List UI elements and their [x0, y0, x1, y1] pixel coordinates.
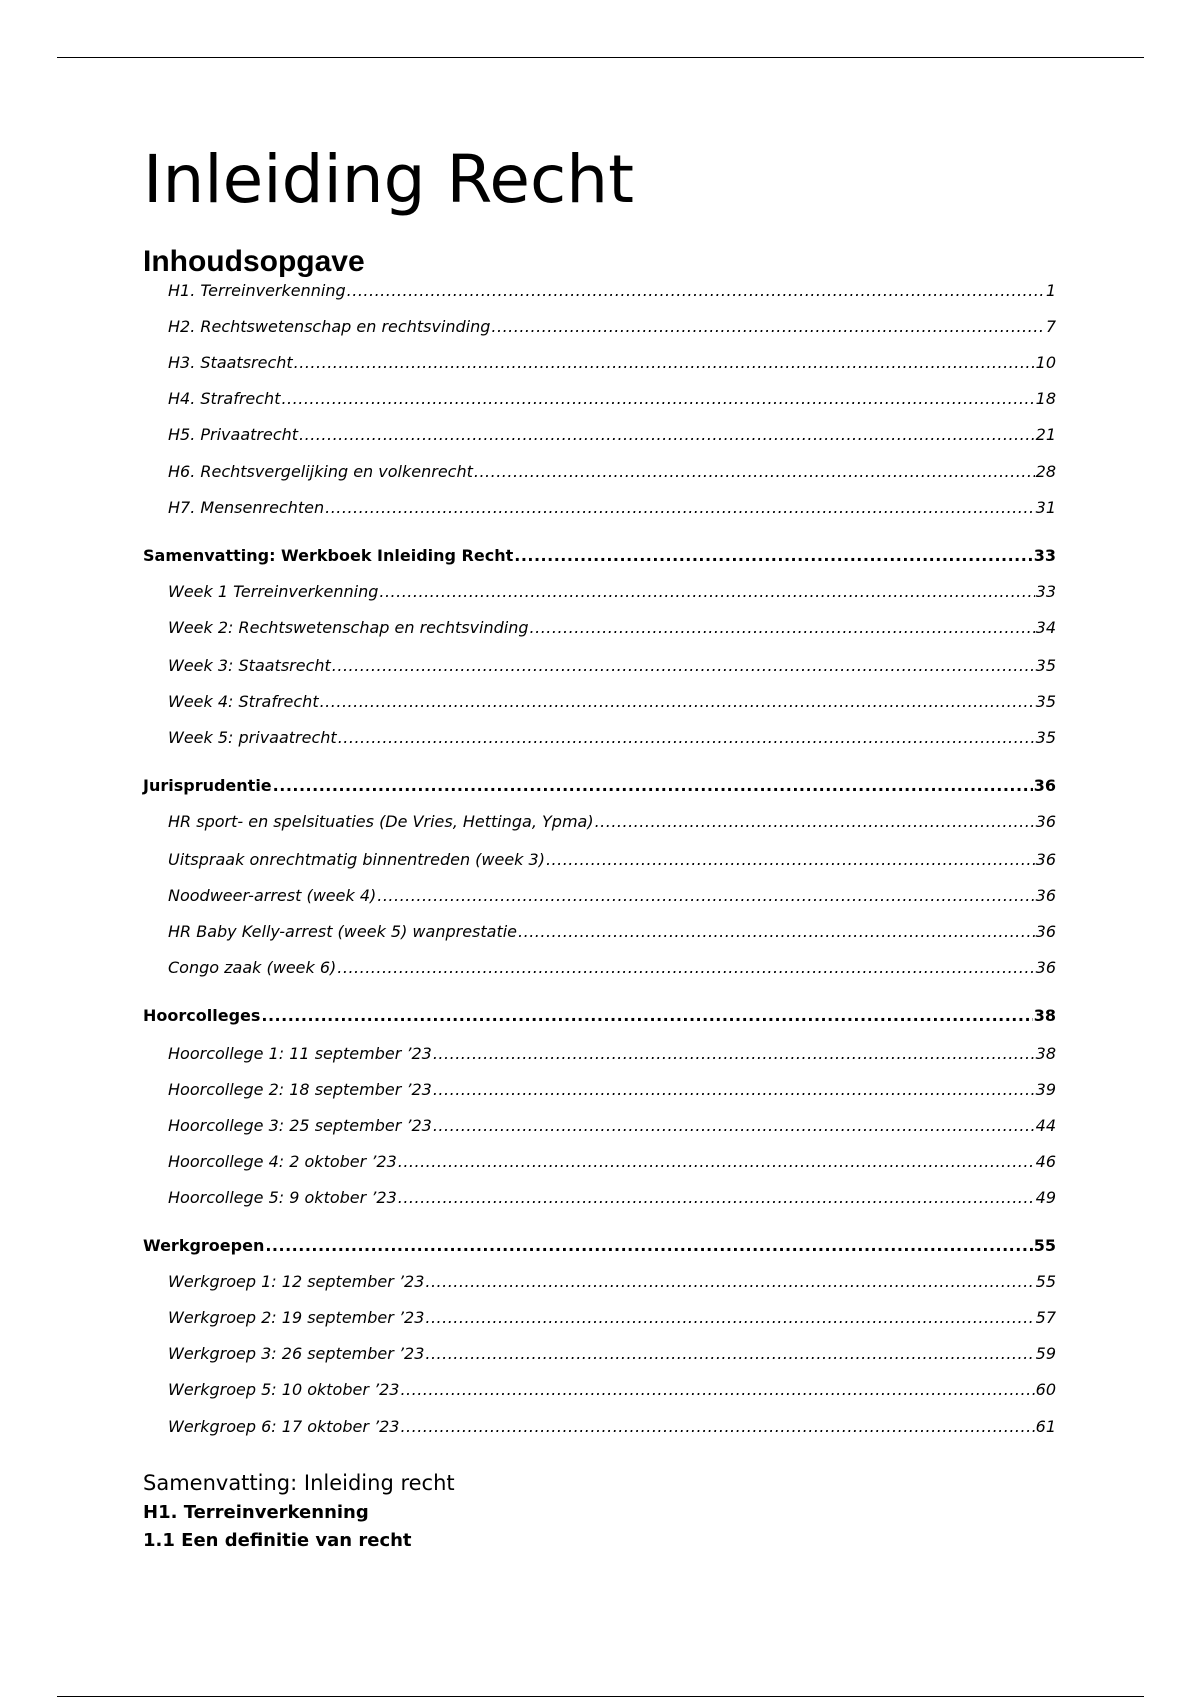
- toc-entry-title: Congo zaak (week 6): [168, 958, 337, 977]
- toc-entry[interactable]: [0, 277, 1056, 305]
- toc-dot-leader: [400, 1376, 1034, 1404]
- toc-entry[interactable]: [0, 1184, 1056, 1212]
- toc-entry-title: Week 4: Strafrecht: [168, 692, 319, 711]
- toc-entry[interactable]: [0, 882, 1056, 910]
- toc-entry-page: 57: [1035, 1308, 1056, 1327]
- toc-dot-leader: [518, 918, 1035, 946]
- toc-entry-page: 36: [1035, 850, 1056, 869]
- toc-entry-title: H7. Mensenrechten: [168, 498, 325, 517]
- toc-entry[interactable]: [0, 1148, 1056, 1176]
- footer-rule: [57, 1696, 1144, 1697]
- toc-entry-page: 39: [1035, 1080, 1056, 1099]
- toc-entry-title: Samenvatting: Werkboek Inleiding Recht: [143, 546, 514, 565]
- toc-entry[interactable]: [0, 954, 1056, 982]
- toc-entry-page: 21: [1035, 425, 1056, 444]
- toc-entry[interactable]: [0, 421, 1056, 449]
- toc-entry[interactable]: [0, 1040, 1056, 1068]
- toc-entry-page: 31: [1035, 498, 1056, 517]
- summary-title: Samenvatting: Inleiding recht: [143, 1471, 455, 1495]
- toc-dot-leader: [320, 688, 1035, 716]
- toc-entry-title: Week 2: Rechtswetenschap en rechtsvinding: [168, 618, 529, 637]
- toc-entry-title: Week 1 Terreinverkenning: [168, 582, 379, 601]
- toc-dot-leader: [425, 1268, 1034, 1296]
- toc-entry-page: 38: [1035, 1044, 1056, 1063]
- toc-entry-title: Jurisprudentie: [143, 776, 272, 795]
- toc-section-entry[interactable]: [0, 542, 1056, 570]
- toc-entry-title: Uitspraak onrechtmatig binnentreden (week 3): [168, 850, 545, 869]
- toc-entry[interactable]: [0, 1112, 1056, 1140]
- toc-dot-leader: [433, 1040, 1035, 1068]
- toc-dot-leader: [400, 1413, 1034, 1441]
- toc-entry[interactable]: [0, 1340, 1056, 1368]
- toc-entry[interactable]: [0, 349, 1056, 377]
- toc-entry-page: 18: [1035, 389, 1056, 408]
- toc-entry-page: 36: [1035, 922, 1056, 941]
- toc-dot-leader: [294, 349, 1035, 377]
- toc-entry-title: H4. Strafrecht: [168, 389, 281, 408]
- toc-entry-title: H6. Rechtsvergelijking en volkenrecht: [168, 462, 473, 481]
- toc-entry-title: Werkgroep 1: 12 september ’23: [168, 1272, 425, 1291]
- toc-dot-leader: [491, 313, 1044, 341]
- toc-section-entry[interactable]: [0, 1002, 1056, 1030]
- toc-dot-leader: [474, 458, 1035, 486]
- toc-entry-page: 36: [1035, 958, 1056, 977]
- toc-entry[interactable]: [0, 808, 1056, 836]
- toc-dot-leader: [377, 882, 1034, 910]
- toc-entry-title: H2. Rechtswetenschap en rechtsvinding: [168, 317, 491, 336]
- document-title: Inleiding Recht: [143, 141, 635, 218]
- toc-entry-title: Werkgroep 2: 19 september ’23: [168, 1308, 425, 1327]
- toc-entry-title: Hoorcollege 2: 18 september ’23: [168, 1080, 432, 1099]
- toc-entry[interactable]: [0, 1304, 1056, 1332]
- toc-entry-page: 61: [1035, 1417, 1056, 1436]
- toc-dot-leader: [332, 652, 1035, 680]
- toc-entry-title: Werkgroepen: [143, 1236, 265, 1255]
- toc-entry[interactable]: [0, 385, 1056, 413]
- toc-entry[interactable]: [0, 1413, 1056, 1441]
- toc-dot-leader: [273, 772, 1033, 800]
- toc-entry-title: Hoorcollege 1: 11 september ’23: [168, 1044, 432, 1063]
- toc-dot-leader: [347, 277, 1045, 305]
- toc-entry[interactable]: [0, 458, 1056, 486]
- toc-entry-title: Hoorcollege 5: 9 oktober ’23: [168, 1188, 397, 1207]
- toc-entry-title: HR sport- en spelsituaties (De Vries, Hettinga, Ypma): [168, 812, 594, 831]
- toc-entry-title: Werkgroep 6: 17 oktober ’23: [168, 1417, 400, 1436]
- toc-dot-leader: [433, 1112, 1035, 1140]
- toc-entry-title: Hoorcolleges: [143, 1006, 261, 1025]
- toc-entry-title: Noodweer-arrest (week 4): [168, 886, 377, 905]
- toc-section-entry[interactable]: [0, 1232, 1056, 1260]
- toc-entry-title: H1. Terreinverkenning: [168, 281, 346, 300]
- toc-entry-page: 10: [1035, 353, 1056, 372]
- toc-dot-leader: [299, 421, 1035, 449]
- toc-entry-title: Werkgroep 3: 26 september ’23: [168, 1344, 425, 1363]
- toc-dot-leader: [281, 385, 1034, 413]
- toc-dot-leader: [546, 846, 1035, 874]
- toc-entry-page: 34: [1035, 618, 1056, 637]
- toc-heading: Inhoudsopgave: [143, 245, 365, 278]
- toc-dot-leader: [433, 1076, 1035, 1104]
- toc-entry-page: 38: [1033, 1006, 1056, 1025]
- toc-entry-page: 55: [1033, 1236, 1056, 1255]
- toc-entry-page: 36: [1035, 812, 1056, 831]
- toc-section-entry[interactable]: [0, 772, 1056, 800]
- toc-entry[interactable]: [0, 1268, 1056, 1296]
- toc-dot-leader: [379, 578, 1034, 606]
- toc-entry-page: 59: [1035, 1344, 1056, 1363]
- toc-entry[interactable]: [0, 846, 1056, 874]
- toc-dot-leader: [398, 1184, 1035, 1212]
- toc-entry-page: 7: [1045, 317, 1056, 336]
- toc-entry-title: H3. Staatsrecht: [168, 353, 293, 372]
- toc-entry-page: 33: [1035, 582, 1056, 601]
- toc-entry-page: 46: [1035, 1152, 1056, 1171]
- toc-entry[interactable]: [0, 1076, 1056, 1104]
- toc-dot-leader: [398, 1148, 1035, 1176]
- toc-entry-title: Werkgroep 5: 10 oktober ’23: [168, 1380, 400, 1399]
- toc-entry-page: 55: [1035, 1272, 1056, 1291]
- toc-dot-leader: [530, 614, 1035, 642]
- toc-entry-page: 35: [1035, 692, 1056, 711]
- chapter-heading: H1. Terreinverkenning: [143, 1502, 369, 1523]
- toc-entry[interactable]: [0, 688, 1056, 716]
- toc-entry[interactable]: [0, 313, 1056, 341]
- toc-entry-page: 60: [1035, 1380, 1056, 1399]
- toc-entry-title: HR Baby Kelly-arrest (week 5) wanprestatie: [168, 922, 518, 941]
- toc-entry-page: 49: [1035, 1188, 1056, 1207]
- toc-entry-title: Week 5: privaatrecht: [168, 728, 337, 747]
- toc-entry[interactable]: [0, 494, 1056, 522]
- toc-dot-leader: [425, 1304, 1034, 1332]
- toc-dot-leader: [265, 1232, 1032, 1260]
- toc-entry-title: Week 3: Staatsrecht: [168, 656, 331, 675]
- toc-entry-title: H5. Privaatrecht: [168, 425, 299, 444]
- toc-entry[interactable]: [0, 918, 1056, 946]
- toc-entry-page: 1: [1045, 281, 1056, 300]
- toc-dot-leader: [338, 724, 1035, 752]
- toc-dot-leader: [325, 494, 1035, 522]
- toc-dot-leader: [514, 542, 1033, 570]
- toc-dot-leader: [595, 808, 1035, 836]
- toc-entry[interactable]: [0, 1376, 1056, 1404]
- toc-entry[interactable]: [0, 652, 1056, 680]
- toc-entry[interactable]: [0, 578, 1056, 606]
- toc-entry[interactable]: [0, 614, 1056, 642]
- toc-entry-page: 33: [1033, 546, 1056, 565]
- toc-entry[interactable]: [0, 724, 1056, 752]
- toc-entry-title: Hoorcollege 3: 25 september ’23: [168, 1116, 432, 1135]
- toc-entry-page: 44: [1035, 1116, 1056, 1135]
- section-heading: 1.1 Een definitie van recht: [143, 1530, 412, 1551]
- toc-entry-page: 35: [1035, 728, 1056, 747]
- toc-dot-leader: [261, 1002, 1032, 1030]
- toc-dot-leader: [425, 1340, 1034, 1368]
- toc-entry-page: 28: [1035, 462, 1056, 481]
- toc-dot-leader: [337, 954, 1034, 982]
- toc-entry-page: 36: [1035, 886, 1056, 905]
- toc-entry-title: Hoorcollege 4: 2 oktober ’23: [168, 1152, 397, 1171]
- toc-entry-page: 36: [1033, 776, 1056, 795]
- toc-entry-page: 35: [1035, 656, 1056, 675]
